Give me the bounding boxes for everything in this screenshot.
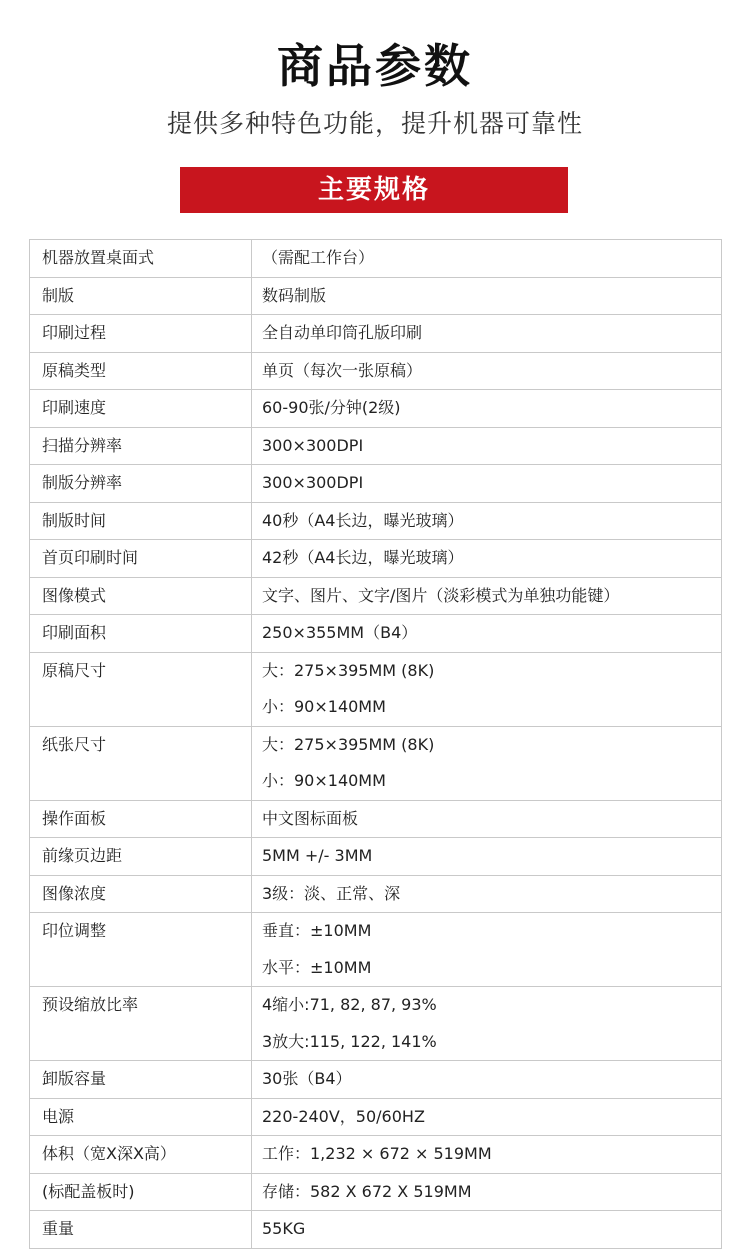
spec-row — [30, 875, 722, 913]
spec-value: 大：275×395MM (8K) — [262, 734, 435, 754]
spec-label-cell — [30, 726, 252, 800]
section-banner: 主要规格 — [180, 167, 568, 213]
spec-label-cell — [30, 540, 252, 578]
spec-value: 220-240V，50/60HZ — [262, 1106, 425, 1126]
spec-value-cell — [252, 427, 722, 465]
spec-row — [30, 240, 722, 278]
spec-row — [30, 465, 722, 503]
spec-value: 40秒（A4长边，曝光玻璃） — [262, 510, 464, 530]
spec-row — [30, 1098, 722, 1136]
spec-row — [30, 615, 722, 653]
spec-label: 前缘页边距 — [42, 846, 123, 865]
spec-value-cell — [252, 1211, 722, 1249]
spec-row — [30, 726, 722, 800]
spec-label-cell — [30, 1061, 252, 1099]
spec-row — [30, 277, 722, 315]
spec-value-cell — [252, 726, 722, 800]
spec-label: 扫描分辨率 — [42, 435, 123, 455]
spec-value: 水平：±10MM — [262, 957, 372, 977]
spec-value: 大：275×395MM (8K) — [262, 660, 435, 680]
spec-value: 3级：淡、正常、深 — [262, 883, 401, 903]
spec-label: 印位调整 — [42, 921, 107, 940]
spec-value: 数码制版 — [262, 285, 327, 305]
spec-row — [30, 800, 722, 838]
spec-value-cell — [252, 652, 722, 726]
spec-value-cell — [252, 1173, 722, 1211]
spec-row — [30, 390, 722, 428]
spec-value: 小：90×140MM — [262, 697, 386, 716]
spec-label-cell — [30, 875, 252, 913]
spec-value: 300×300DPI — [262, 435, 364, 455]
spec-row — [30, 838, 722, 876]
spec-value: 30张（B4） — [262, 1069, 352, 1088]
spec-label: 印刷面积 — [42, 623, 107, 642]
spec-label-cell — [30, 1211, 252, 1249]
spec-value-cell — [252, 502, 722, 540]
spec-label-cell — [30, 652, 252, 726]
spec-row — [30, 1211, 722, 1249]
spec-label: 图像模式 — [42, 585, 107, 605]
spec-label: 图像浓度 — [42, 883, 107, 903]
spec-label-cell — [30, 1173, 252, 1211]
spec-label: 制版时间 — [42, 510, 107, 530]
spec-value: 小：90×140MM — [262, 771, 386, 790]
spec-value-cell — [252, 1136, 722, 1174]
spec-value: 42秒（A4长边，曝光玻璃） — [262, 548, 464, 567]
spec-row — [30, 652, 722, 726]
spec-value-cell — [252, 352, 722, 390]
spec-label-cell — [30, 315, 252, 353]
spec-label-cell — [30, 615, 252, 653]
spec-value-cell — [252, 615, 722, 653]
spec-row — [30, 502, 722, 540]
spec-label: 纸张尺寸 — [42, 734, 107, 754]
spec-row — [30, 577, 722, 615]
spec-table — [29, 239, 722, 1249]
spec-row — [30, 540, 722, 578]
spec-row — [30, 427, 722, 465]
spec-label-cell — [30, 240, 252, 278]
spec-label-cell — [30, 502, 252, 540]
spec-value-cell — [252, 1061, 722, 1099]
spec-value-cell — [252, 913, 722, 987]
spec-row — [30, 315, 722, 353]
page-subtitle: 提供多种特色功能，提升机器可靠性 — [166, 109, 583, 138]
spec-label-cell — [30, 427, 252, 465]
spec-row — [30, 352, 722, 390]
spec-label: 机器放置桌面式 — [42, 248, 155, 267]
spec-label: 首页印刷时间 — [42, 548, 139, 567]
spec-value-cell — [252, 277, 722, 315]
spec-value: 3放大:115, 122, 141% — [262, 1031, 437, 1051]
spec-label-cell — [30, 913, 252, 987]
spec-row — [30, 987, 722, 1061]
spec-value: 300×300DPI — [262, 473, 364, 492]
spec-value: 存储：582 X 672 X 519MM — [262, 1181, 472, 1201]
spec-label-cell — [30, 390, 252, 428]
spec-label: 电源 — [42, 1106, 75, 1126]
spec-label-cell — [30, 1098, 252, 1136]
spec-value-cell — [252, 875, 722, 913]
spec-value: 中文图标面板 — [262, 808, 359, 828]
spec-value-cell — [252, 390, 722, 428]
spec-value-cell — [252, 800, 722, 838]
spec-value-cell — [252, 838, 722, 876]
spec-label: 原稿类型 — [42, 360, 107, 380]
spec-value: 文字、图片、文字/图片（淡彩模式为单独功能键） — [262, 585, 620, 605]
spec-label-cell — [30, 987, 252, 1061]
spec-value: 250×355MM（B4） — [262, 623, 418, 642]
spec-value-cell — [252, 240, 722, 278]
spec-label-cell — [30, 577, 252, 615]
spec-value-cell — [252, 315, 722, 353]
spec-label: 印刷过程 — [42, 323, 107, 342]
spec-value: 单页（每次一张原稿） — [262, 360, 423, 380]
spec-value-cell — [252, 465, 722, 503]
spec-value: （需配工作台） — [262, 248, 375, 267]
spec-label: 操作面板 — [42, 808, 107, 828]
spec-label-cell — [30, 838, 252, 876]
spec-row — [30, 1173, 722, 1211]
spec-label-cell — [30, 1136, 252, 1174]
spec-value-cell — [252, 1098, 722, 1136]
spec-label-cell — [30, 465, 252, 503]
spec-value-cell — [252, 987, 722, 1061]
spec-value: 60-90张/分钟(2级) — [262, 398, 401, 417]
spec-value: 55KG — [262, 1219, 306, 1238]
spec-label: 制版 — [42, 285, 75, 305]
spec-label-cell — [30, 800, 252, 838]
page-title: 商品参数 — [277, 39, 473, 93]
spec-value: 4缩小:71, 82, 87, 93% — [262, 995, 437, 1014]
spec-label: 印刷速度 — [42, 398, 107, 417]
spec-label: 原稿尺寸 — [42, 660, 107, 680]
spec-label: 制版分辨率 — [42, 473, 123, 492]
spec-table-body — [30, 240, 722, 1249]
spec-value: 全自动单印筒孔版印刷 — [262, 323, 423, 342]
spec-value-cell — [252, 577, 722, 615]
spec-label-cell — [30, 277, 252, 315]
spec-label: 卸版容量 — [42, 1069, 107, 1088]
spec-row — [30, 1061, 722, 1099]
spec-label-cell — [30, 352, 252, 390]
spec-value: 垂直：±10MM — [262, 921, 372, 940]
spec-row — [30, 1136, 722, 1174]
spec-label: (标配盖板时) — [42, 1181, 135, 1201]
spec-row — [30, 913, 722, 987]
spec-value-cell — [252, 540, 722, 578]
spec-value: 5MM +/- 3MM — [262, 846, 373, 865]
spec-label: 预设缩放比率 — [42, 995, 139, 1014]
spec-value: 工作：1,232 × 672 × 519MM — [262, 1144, 492, 1163]
spec-label: 重量 — [42, 1219, 75, 1238]
spec-label: 体积（宽X深X高） — [42, 1144, 176, 1163]
